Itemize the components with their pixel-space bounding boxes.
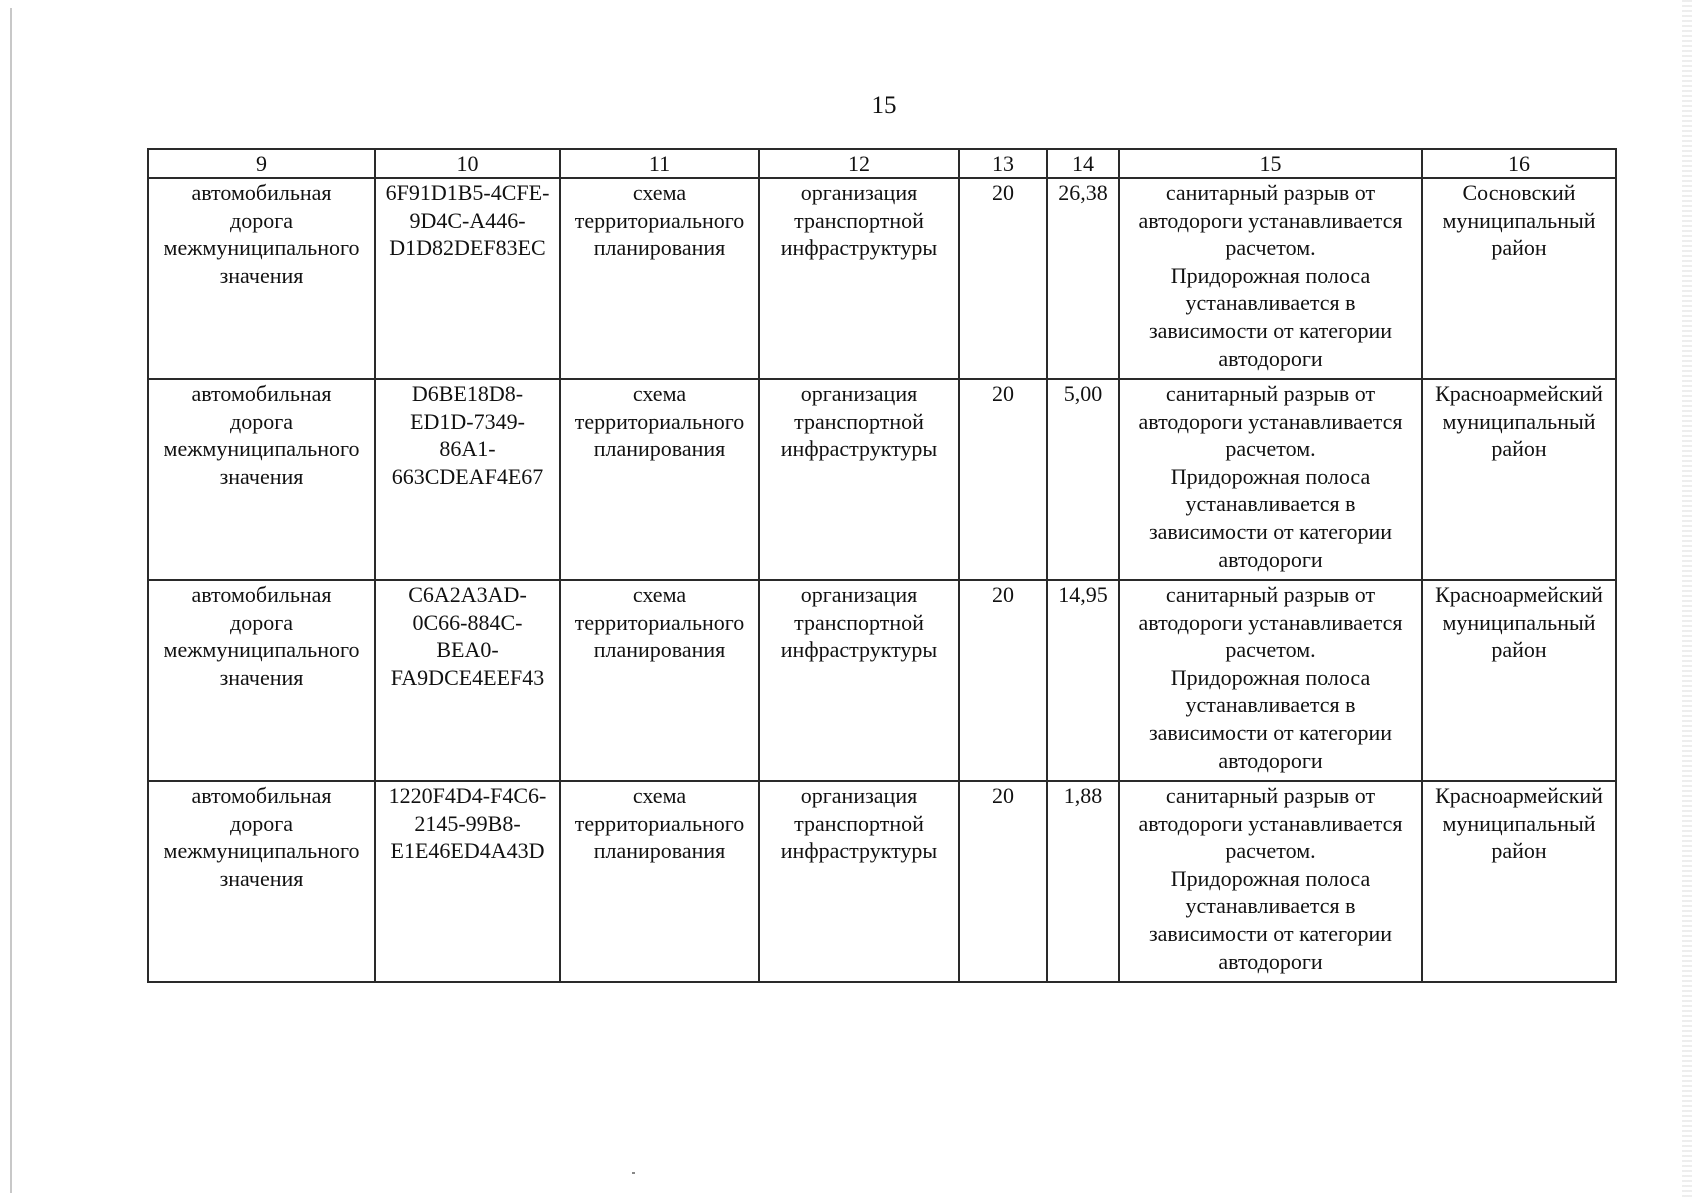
- object-type-cell: автомобильная дорога межмуниципального значения: [148, 580, 375, 781]
- scan-left-edge: [10, 8, 12, 1193]
- column-header-12: 12: [759, 149, 959, 178]
- zone-description-cell: санитарный разрыв от автодороги устанавливается расчетом. Придорожная полоса устанавливается в зависимости от категории автодороги: [1119, 178, 1422, 379]
- column-header-9: 9: [148, 149, 375, 178]
- column-header-13: 13: [959, 149, 1047, 178]
- purpose-cell: организация транспортной инфраструктуры: [759, 580, 959, 781]
- object-type-cell: автомобильная дорога межмуниципального значения: [148, 379, 375, 580]
- object-type-cell: автомобильная дорога межмуниципального значения: [148, 178, 375, 379]
- district-cell: Красноармейский муниципальный район: [1422, 580, 1616, 781]
- value-13-cell: 20: [959, 580, 1047, 781]
- length-cell: 14,95: [1047, 580, 1119, 781]
- column-header-10: 10: [375, 149, 560, 178]
- table-row: [148, 178, 1616, 379]
- district-cell: Красноармейский муниципальный район: [1422, 379, 1616, 580]
- column-header-11: 11: [560, 149, 759, 178]
- document-type-cell: схема территориального планирования: [560, 580, 759, 781]
- column-header-14: 14: [1047, 149, 1119, 178]
- zone-description-cell: санитарный разрыв от автодороги устанавливается расчетом. Придорожная полоса устанавливается в зависимости от категории автодороги: [1119, 379, 1422, 580]
- table-body: [148, 178, 1616, 982]
- length-cell: 26,38: [1047, 178, 1119, 379]
- table-row: [148, 580, 1616, 781]
- purpose-cell: организация транспортной инфраструктуры: [759, 379, 959, 580]
- table-header: [148, 149, 1616, 178]
- length-cell: 5,00: [1047, 379, 1119, 580]
- column-header-16: 16: [1422, 149, 1616, 178]
- district-cell: Красноармейский муниципальный район: [1422, 781, 1616, 982]
- value-13-cell: 20: [959, 379, 1047, 580]
- object-id-cell: D6BE18D8- ED1D-7349- 86A1- 663CDEAF4E67: [375, 379, 560, 580]
- scan-right-edge: [1682, 0, 1692, 1200]
- document-type-cell: схема территориального планирования: [560, 178, 759, 379]
- document-type-cell: схема территориального планирования: [560, 379, 759, 580]
- length-cell: 1,88: [1047, 781, 1119, 982]
- column-header-15: 15: [1119, 149, 1422, 178]
- purpose-cell: организация транспортной инфраструктуры: [759, 178, 959, 379]
- document-type-cell: схема территориального планирования: [560, 781, 759, 982]
- page-number: 15: [871, 92, 897, 119]
- object-id-cell: 6F91D1B5-4CFE- 9D4C-A446- D1D82DEF83EC: [375, 178, 560, 379]
- table-row: [148, 781, 1616, 982]
- value-13-cell: 20: [959, 178, 1047, 379]
- object-id-cell: C6A2A3AD- 0C66-884C- BEA0- FA9DCE4EEF43: [375, 580, 560, 781]
- scan-speck: [632, 1172, 635, 1174]
- table-row: [148, 379, 1616, 580]
- value-13-cell: 20: [959, 781, 1047, 982]
- zone-description-cell: санитарный разрыв от автодороги устанавливается расчетом. Придорожная полоса устанавливается в зависимости от категории автодороги: [1119, 781, 1422, 982]
- district-cell: Сосновский муниципальный район: [1422, 178, 1616, 379]
- purpose-cell: организация транспортной инфраструктуры: [759, 781, 959, 982]
- object-id-cell: 1220F4D4-F4C6- 2145-99B8- E1E46ED4A43D: [375, 781, 560, 982]
- zone-description-cell: санитарный разрыв от автодороги устанавливается расчетом. Придорожная полоса устанавливается в зависимости от категории автодороги: [1119, 580, 1422, 781]
- data-table: [147, 148, 1617, 983]
- header-row: [148, 149, 1616, 178]
- object-type-cell: автомобильная дорога межмуниципального значения: [148, 781, 375, 982]
